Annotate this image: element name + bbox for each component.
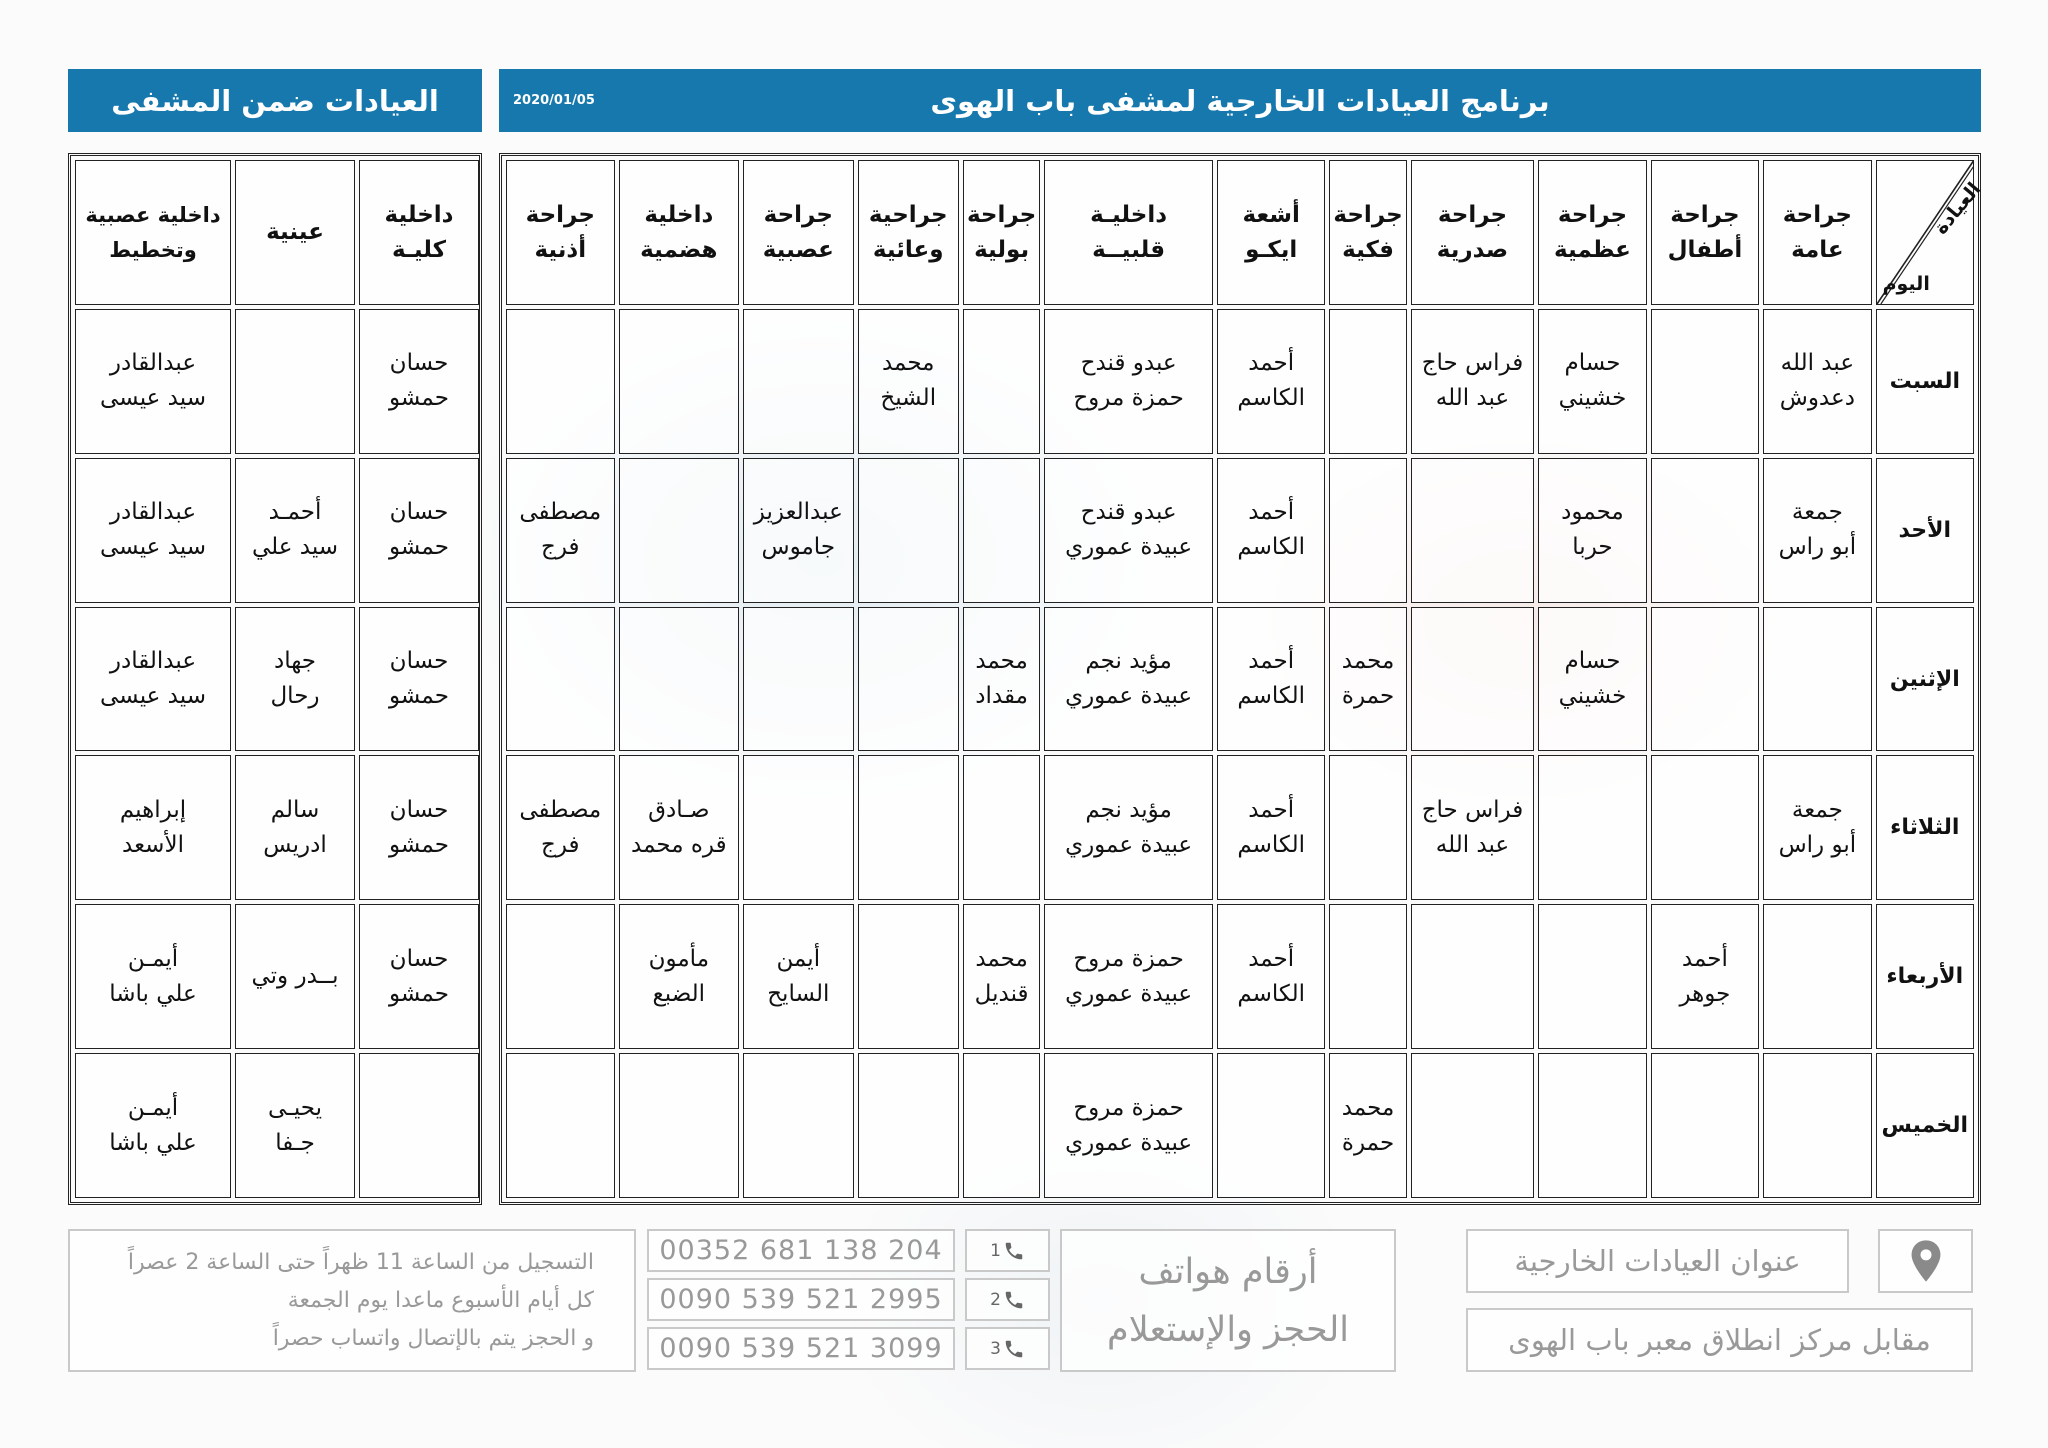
column-header: جراحة عصبية: [743, 160, 853, 305]
table-cell: عبدالعزيز جاموس: [743, 458, 853, 603]
table-row: [506, 1053, 1974, 1198]
table-cell: حسان حمشو: [359, 458, 479, 603]
column-header: جراحة أذنية: [506, 160, 615, 305]
table-cell: فراس حاج عبد الله: [1411, 309, 1535, 454]
table-cell: [1651, 1053, 1759, 1198]
table-cell: [963, 1053, 1040, 1198]
table-cell: [1651, 755, 1759, 900]
table-cell: [1763, 607, 1871, 752]
column-header: داخلية عصبية وتخطيط: [75, 160, 231, 305]
table-cell: [858, 458, 959, 603]
table-cell: مصطفى فرج: [506, 458, 615, 603]
location-icon-box: [1878, 1229, 1973, 1293]
table-cell: [1411, 458, 1535, 603]
table-cell: [1763, 904, 1871, 1049]
table-cell: مأمون الضبع: [619, 904, 740, 1049]
table-cell: [506, 1053, 615, 1198]
table-cell: محمد حمرة: [1329, 607, 1406, 752]
day-cell: الأربعاء: [1876, 904, 1974, 1049]
inhospital-table: [71, 156, 483, 1202]
table-cell: حسان حمشو: [359, 309, 479, 454]
table-cell: حسان حمشو: [359, 755, 479, 900]
column-header: داخلية كليـة: [359, 160, 479, 305]
day-cell: الإثنين: [1876, 607, 1974, 752]
column-header: داخليـة قلبيــة: [1044, 160, 1213, 305]
table-cell: [963, 458, 1040, 603]
table-cell: [619, 458, 740, 603]
column-header: أشعة ايكـو: [1217, 160, 1325, 305]
table-cell: سالم ادريس: [235, 755, 355, 900]
table-cell: [743, 607, 853, 752]
table-cell: عبدالقادر سيد عيسى: [75, 309, 231, 454]
table-cell: [619, 1053, 740, 1198]
table-row: [75, 1053, 479, 1198]
table-cell: أحمد الكاسم: [1217, 755, 1325, 900]
table-cell: فراس حاج عبد الله: [1411, 755, 1535, 900]
table-cell: [506, 309, 615, 454]
table-row: [75, 755, 479, 900]
registration-hours: [68, 1229, 636, 1372]
table-cell: أيمن السايح: [743, 904, 853, 1049]
table-cell: أحمد الكاسم: [1217, 458, 1325, 603]
phone-index-2: [965, 1278, 1050, 1321]
table-cell: محمد مقداد: [963, 607, 1040, 752]
outpatient-schedule: [499, 153, 1986, 1205]
table-cell: [1217, 1053, 1325, 1198]
table-cell: [1651, 458, 1759, 603]
table-row: [506, 904, 1974, 1049]
table-cell: حسان حمشو: [359, 607, 479, 752]
table-cell: حسام خشيني: [1538, 309, 1646, 454]
table-cell: [1538, 755, 1646, 900]
table-cell: [1411, 607, 1535, 752]
schedule-title: برنامج العيادات الخارجية لمشفى باب الهوى: [930, 83, 1550, 118]
table-cell: عبدالقادر سيد عيسى: [75, 607, 231, 752]
table-cell: أحمد الكاسم: [1217, 309, 1325, 454]
table-cell: [506, 607, 615, 752]
table-cell: [1411, 904, 1535, 1049]
inhospital-schedule: [68, 153, 482, 1205]
day-cell: الخميس: [1876, 1053, 1974, 1198]
table-cell: [506, 904, 615, 1049]
day-cell: السبت: [1876, 309, 1974, 454]
outpatient-table: [502, 156, 1986, 1202]
phone-index: 1: [990, 1240, 1001, 1261]
table-cell: حمزة مروح عبيدة عموري: [1044, 1053, 1213, 1198]
table-cell: عبد الله دعدوش: [1763, 309, 1871, 454]
table-cell: جهاد رحال: [235, 607, 355, 752]
table-cell: أحمد جوهر: [1651, 904, 1759, 1049]
column-header: جراحية وعائية: [858, 160, 959, 305]
day-cell: الأحد: [1876, 458, 1974, 603]
table-cell: جمعة أبو راس: [1763, 458, 1871, 603]
table-cell: مصطفى فرج: [506, 755, 615, 900]
phone-icon: [1003, 1289, 1025, 1311]
corner-cell: [1876, 160, 1986, 305]
table-cell: أحمـد سيد علي: [235, 458, 355, 603]
table-cell: [619, 607, 740, 752]
table-row: [75, 309, 479, 454]
table-cell: [1329, 904, 1406, 1049]
address-title: عنوان العيادات الخارجية: [1466, 1229, 1849, 1293]
table-row: [75, 458, 479, 603]
address-text: مقابل مركز انطلاق معبر باب الهوى: [1466, 1308, 1973, 1372]
phone-index: 3: [990, 1338, 1001, 1359]
table-cell: [359, 1053, 479, 1198]
column-header: جراحة بولية: [963, 160, 1040, 305]
table-cell: [858, 904, 959, 1049]
table-cell: حسان حمشو: [359, 904, 479, 1049]
column-header: جراحة أطفال: [1651, 160, 1759, 305]
phones-title: [1060, 1229, 1396, 1372]
table-cell: [743, 1053, 853, 1198]
table-cell: [1763, 1053, 1871, 1198]
phone-index-1: [965, 1229, 1050, 1272]
table-cell: عبدو قندح حمزة مروح: [1044, 309, 1213, 454]
table-row: [506, 458, 1974, 603]
table-row: [506, 755, 1974, 900]
table-cell: [1329, 309, 1406, 454]
table-cell: [858, 607, 959, 752]
phones-title-line1: أرقام هواتف: [1138, 1251, 1318, 1292]
table-row: [506, 607, 1974, 752]
table-cell: جمعة أبو راس: [1763, 755, 1871, 900]
table-cell: أيمـن علي باشا: [75, 904, 231, 1049]
column-header: جراحة صدرية: [1411, 160, 1535, 305]
table-cell: [1329, 458, 1406, 603]
table-cell: مؤيد نجم عبيدة عموري: [1044, 755, 1213, 900]
table-cell: [963, 309, 1040, 454]
table-cell: [235, 309, 355, 454]
corner-day-label: اليوم: [1882, 273, 1930, 295]
table-cell: محمد قنديل: [963, 904, 1040, 1049]
table-cell: إبراهيم الأسعد: [75, 755, 231, 900]
phone-index-3: [965, 1327, 1050, 1370]
table-cell: عبدو قندح عبيدة عموري: [1044, 458, 1213, 603]
table-cell: [743, 309, 853, 454]
table-cell: بــدر وتي: [235, 904, 355, 1049]
column-header: عينية: [235, 160, 355, 305]
table-cell: [1411, 1053, 1535, 1198]
phone-icon: [1003, 1240, 1025, 1262]
table-cell: حمزة مروح عبيدة عموري: [1044, 904, 1213, 1049]
hours-line: كل أيام الأسبوع ماعدا يوم الجمعة: [287, 1287, 594, 1313]
table-cell: أحمد الكاسم: [1217, 904, 1325, 1049]
phone-icon: [1003, 1338, 1025, 1360]
phone-number[interactable]: 0090 539 521 2995: [647, 1278, 955, 1321]
table-cell: أيمـن علي باشا: [75, 1053, 231, 1198]
table-row: [506, 309, 1974, 454]
table-row: [75, 904, 479, 1049]
inhospital-title-bar: [68, 69, 482, 132]
corner-clinic-label: العيادة: [1929, 178, 1986, 239]
inhospital-title: العيادات ضمن المشفى: [111, 83, 439, 118]
table-cell: حسام خشيني: [1538, 607, 1646, 752]
day-cell: الثلاثاء: [1876, 755, 1974, 900]
table-cell: [858, 1053, 959, 1198]
column-header: جراحة عامة: [1763, 160, 1871, 305]
phone-number[interactable]: 0090 539 521 3099: [647, 1327, 955, 1370]
table-cell: أحمد الكاسم: [1217, 607, 1325, 752]
table-cell: مؤيد نجم عبيدة عموري: [1044, 607, 1213, 752]
table-cell: [743, 755, 853, 900]
map-pin-icon: [1909, 1239, 1943, 1283]
column-header: جراحة عظمية: [1538, 160, 1646, 305]
table-cell: محمد حمرة: [1329, 1053, 1406, 1198]
schedule-date: 2020/01/05: [513, 93, 595, 108]
table-cell: [1538, 1053, 1646, 1198]
column-header: داخلية هضمية: [619, 160, 740, 305]
table-cell: [1538, 904, 1646, 1049]
table-row: [75, 607, 479, 752]
table-cell: محمد الشيخ: [858, 309, 959, 454]
table-cell: [1651, 607, 1759, 752]
schedule-title-bar: [499, 69, 1981, 132]
hours-line: التسجيل من الساعة 11 ظهراً حتى الساعة 2 عصراً: [127, 1249, 594, 1275]
table-cell: محمود حربا: [1538, 458, 1646, 603]
table-cell: [619, 309, 740, 454]
hours-line: و الحجز يتم بالإتصال واتساب حصراً: [272, 1325, 594, 1351]
table-cell: [1329, 755, 1406, 900]
table-cell: صـادق قره محمد: [619, 755, 740, 900]
table-cell: [1651, 309, 1759, 454]
table-cell: [963, 755, 1040, 900]
phones-title-line2: الحجز والإستعلام: [1107, 1309, 1349, 1350]
column-header: جراحة فكية: [1329, 160, 1406, 305]
table-cell: عبدالقادر سيد عيسى: [75, 458, 231, 603]
phone-index: 2: [990, 1289, 1001, 1310]
table-cell: [858, 755, 959, 900]
table-cell: يحيـى جـفا: [235, 1053, 355, 1198]
phone-number[interactable]: 00352 681 138 204: [647, 1229, 955, 1272]
